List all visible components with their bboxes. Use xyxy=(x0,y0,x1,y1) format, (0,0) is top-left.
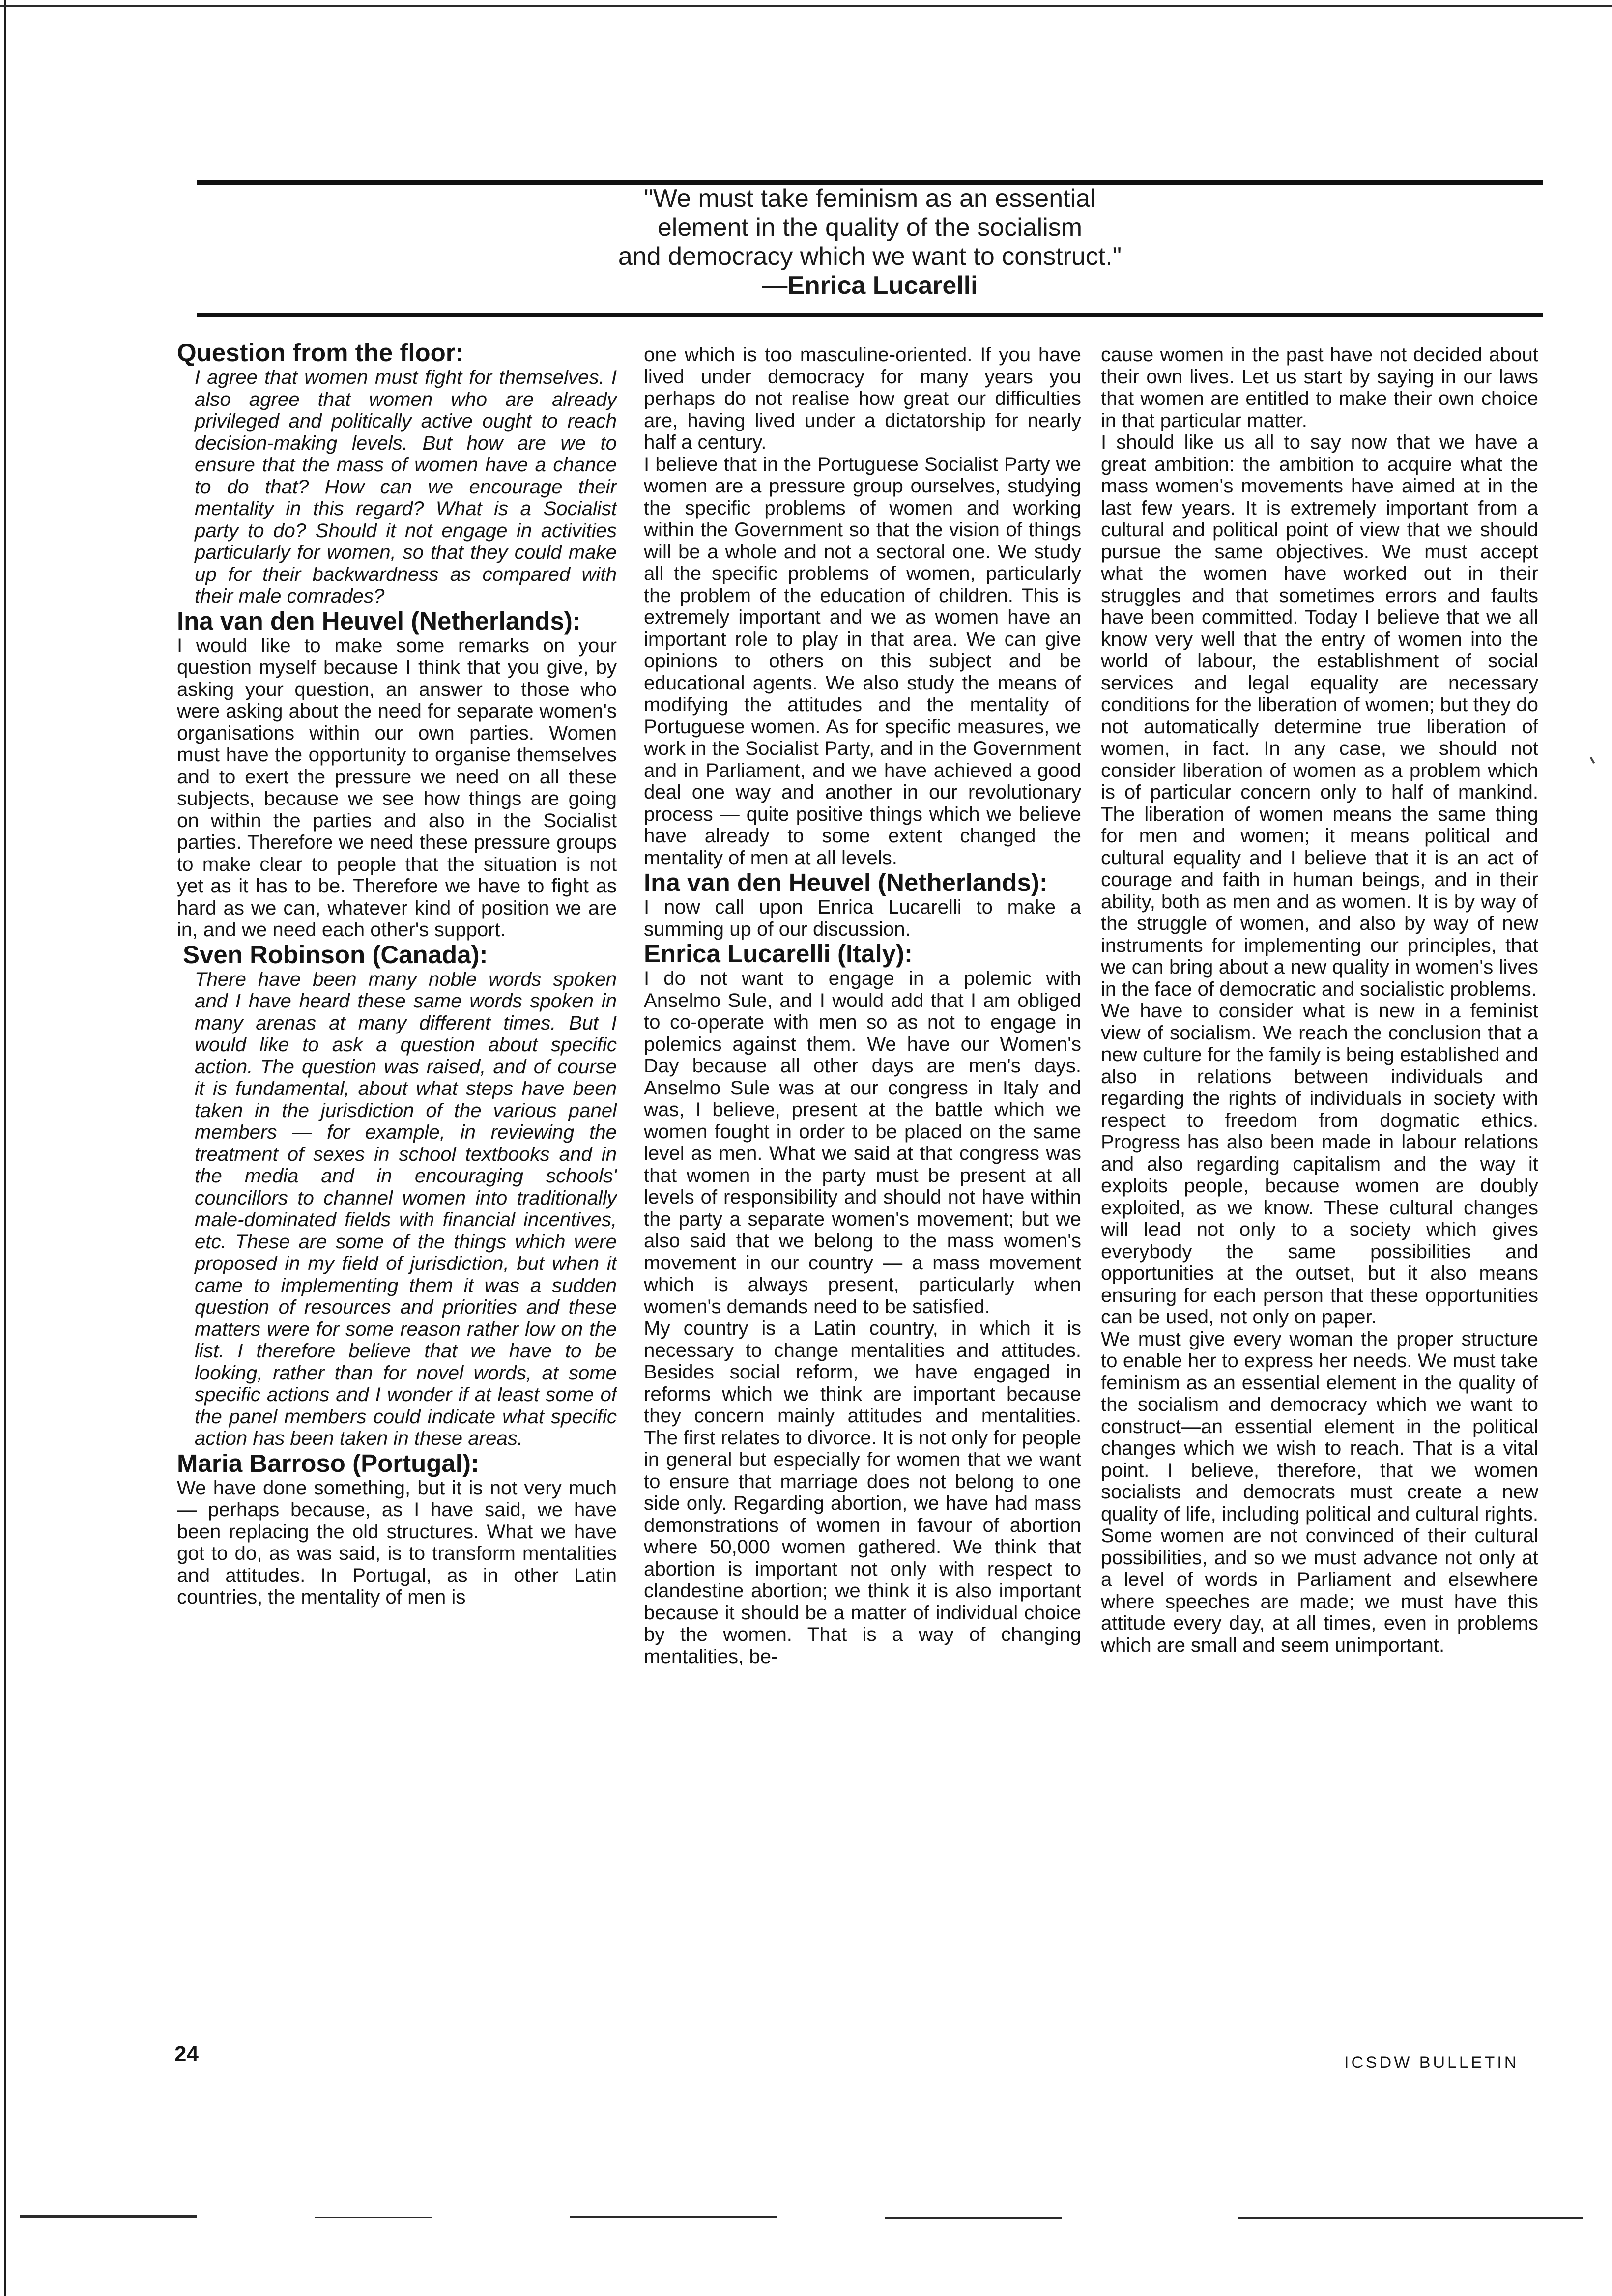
speaker-heading: Sven Robinson (Canada): xyxy=(183,940,488,969)
speech-text: one which is too masculine-oriented. If you have lived under democracy for many years you perhaps do not realise how great our difficulties are, having lived under a dictatorship for nearly half a century. xyxy=(644,344,1081,453)
scan-line xyxy=(885,2217,1062,2219)
article-column-3 xyxy=(1101,344,1538,2000)
speaker-heading: Enrica Lucarelli (Italy): xyxy=(644,940,913,968)
pull-quote-attribution: —Enrica Lucarelli xyxy=(762,271,978,300)
article-column-2 xyxy=(644,344,1081,2000)
speech-text: cause women in the past have not decided about their own lives. Let us start by saying in our laws that women are entitled to make their own choice in that particular matter. xyxy=(1101,344,1538,431)
pull-quote xyxy=(197,184,1543,310)
pull-quote-line: element in the quality of the socialism xyxy=(657,213,1083,242)
scan-edge-left xyxy=(4,0,6,2296)
speech-text: There have been many noble words spoken and I have heard these same words spoken in many arenas at many different times. But I would like to ask a question about specific action. The question was raised, and of course it is fundamental, about what steps have been taken in the jurisdiction of the various panel members — for example, in reviewing the treatment of sexes in school textbooks and in the media and in encouraging schools' councillors to channel women into traditionally male-dominated fields with financial incentives, etc. These are some of the things which were proposed in my field of jurisdiction, but when it came to implementing them it was a sudden question of resources and priorities and these matters were for some reason rather low on the list. I therefore believe that we have to be looking, rather than for novel words, at some specific actions and I wonder if at least some of the panel members could indicate what specific action has been taken in these areas. xyxy=(195,968,617,1449)
speaker-heading: Ina van den Heuvel (Netherlands): xyxy=(644,868,1048,896)
speech-text: I would like to make some remarks on your question myself because I think that you give, by asking your question, an answer to those who were asking about the need for separate women's organisations within our own parties. Women must have the opportunity to organise themselves and to exert the pressure we need on all these subjects, because we see how things are going on within the parties and also in the Socialist parties. Therefore we need these pressure groups to make clear to people that the situation is not yet as it has to be. Therefore we have to fight as hard as we can, whatever kind of position we are in, and we need each other's support. xyxy=(177,634,617,941)
speech-text: We have done something, but it is not very much — perhaps because, as I have said, we have been replacing the old structures. What we have got to do, as was said, is to transform mentalities and attitudes. In Portugal, as in other Latin countries, the mentality of men is xyxy=(177,1476,617,1608)
scan-line xyxy=(1238,2217,1583,2219)
scan-line xyxy=(570,2216,777,2218)
article-column-1 xyxy=(177,339,617,1995)
speech-text: My country is a Latin country, in which it is necessary to change mentalities and attitudes. Besides social reform, we have engaged in reforms which we think are important because they concern mainly attitudes and mentalities. The first relates to divorce. It is not only for people in general but especially for women that we want to ensure that marriage does not belong to one side only. Regarding abortion, we have had mass demonstrations of women in favour of abortion where 50,000 women gathered. We think that abortion is important not only with respect to clandestine abortion; we think it is also important because it should be a matter of individual choice by the women. That is a way of changing mentalities, be- xyxy=(644,1317,1081,1667)
speech-text: I believe that in the Portuguese Socialist Party we women are a pressure group ourselves, studying the specific problems of women and working within the Government so that the vision of things will be a whole and not a sectoral one. We study all the specific problems of women, particularly the problem of the education of children. This is extremely important and we as women have an important role to play in that area. We can give opinions to others on this subject and be educational agents. We also study the means of modifying the attitudes and the mentality of Portuguese women. As for specific measures, we work in the Socialist Party, and in the Government and in Parliament, and we have achieved a good deal one way and another in our revolutionary process — quite positive things which we believe have already to some extent changed the mentality of men at all levels. xyxy=(644,453,1081,869)
pull-quote-line: and democracy which we want to construct." xyxy=(618,242,1122,271)
pull-quote-line: "We must take feminism as an essential xyxy=(644,184,1096,213)
page-number: 24 xyxy=(174,2042,199,2066)
speech-text: We have to consider what is new in a feminist view of socialism. We reach the conclusion that a new culture for the family is being established and also in relations between individuals and regarding the rights of individuals in society with respect to freedom from dogmatic ethics. Progress has also been made in labour relations and also regarding capitalism and the way it exploits people, because women are doubly exploited, as we know. These cultural changes will lead not only to a society which gives everybody the same possibilities and opportunities at the outset, but it also means ensuring for each person that these opportunities can be used, not only on paper. xyxy=(1101,1000,1538,1328)
speech-text: I do not want to engage in a polemic with Anselmo Sule, and I would add that I am obliged to co-operate with men so as not to engage in polemics against them. We have our Women's Day because all other days are men's days. Anselmo Sule was at our congress in Italy and was, I believe, present at the battle which we women fought in order to be placed on the same level as men. What we said at that congress was that women in the party must be present at all levels of responsibility and should not have within the party a separate women's movement; but we also said that we belong to the mass women's movement in our country — a mass movement which is always present, particularly when women's demands need to be satisfied. xyxy=(644,967,1081,1318)
speech-text: I agree that women must fight for themselves. I also agree that women who are already privileged and politically active ought to reach decision-making levels. But how are we to ensure that the mass of women have a chance to do that? How can we encourage their mentality in this regard? What is a Socialist party to do? Should it not engage in activities particularly for women, so that they could make up for their backwardness as compared with their male comrades? xyxy=(195,366,617,607)
speech-text: I should like us all to say now that we have a great ambition: the ambition to acquire what the mass women's movements have aimed at in the last few years. It is extremely important from a cultural and political point of view that we should pursue the same objectives. We must accept what the women have worked out in their struggles and that sometimes errors and faults have been committed. Today I believe that we all know very well that the entry of women into the world of labour, the establishment of social services and legal equality are necessary conditions for the liberation of women; but they do not automatically determine true liberation of women, in fact. In any case, we should not consider liberation of women as a problem which is of particular concern only to half of mankind. The liberation of women means the same thing for men and women; it means political and cultural equality and I believe that it is an act of courage and faith in human beings, and in their ability, both as men and as women. It is by way of the struggle of women, and also by way of new instruments for implementing our principles, that we can bring about a new quality in women's lives in the face of democratic and socialistic problems. xyxy=(1101,431,1538,1000)
pull-quote-rule-bottom xyxy=(197,313,1543,317)
publication-name: ICSDW BULLETIN xyxy=(1344,2053,1519,2072)
scan-line xyxy=(315,2217,432,2218)
scan-line xyxy=(20,2215,197,2218)
scan-edge-top xyxy=(0,5,1612,7)
speaker-heading: Maria Barroso (Portugal): xyxy=(177,1449,479,1477)
scan-speck xyxy=(1590,757,1595,764)
speaker-heading: Ina van den Heuvel (Netherlands): xyxy=(177,606,581,635)
speech-text: We must give every woman the proper structure to enable her to express her needs. We must take feminism as an essential element in the quality of the socialism and democracy which we want to construct—an essential element in the political changes which we wish to reach. That is a vital point. I believe, therefore, that we women socialists and democrats must create a new quality of life, including political and cultural rights. Some women are not convinced of their cultural possibilities, and so we must advance not only at a level of words in Parliament and elsewhere where speeches are made; we must have this attitude every day, at all times, even in problems which are small and seem unimportant. xyxy=(1101,1327,1538,1656)
speech-text: I now call upon Enrica Lucarelli to make a summing up of our discussion. xyxy=(644,896,1081,940)
speaker-heading: Question from the floor: xyxy=(177,339,464,367)
